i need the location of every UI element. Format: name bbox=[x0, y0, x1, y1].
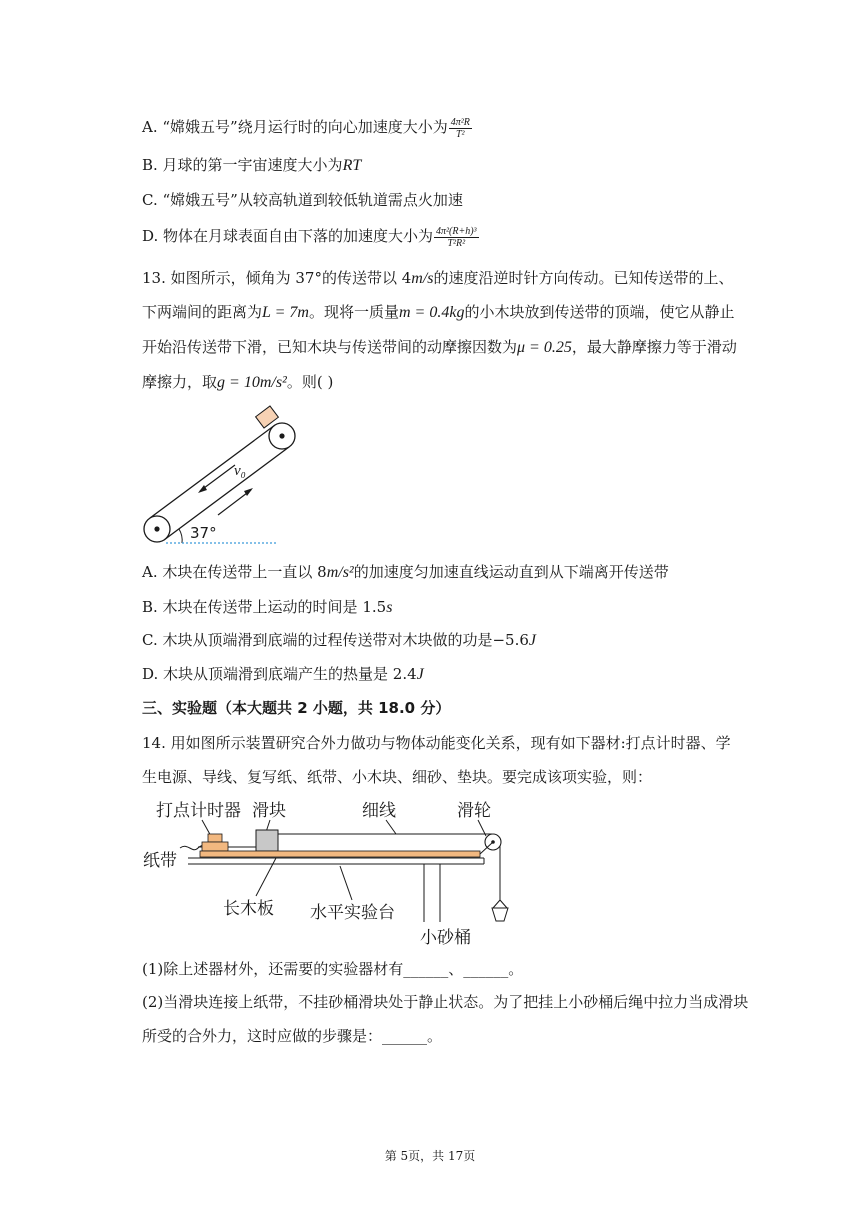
q13-stem-line-3: 开始沿传送带下滑，已知木块与传送带间的动摩擦因数为μ = 0.25，最大静摩擦力等于滑动 bbox=[142, 338, 737, 356]
label-slider: 滑块 bbox=[252, 801, 286, 821]
q14-stem-line-1: 14. 用如图所示装置研究合外力做功与物体动能变化关系，现有如下器材:打点计时器、学 bbox=[142, 734, 731, 752]
experiment-apparatus-figure bbox=[140, 796, 520, 948]
q13-stem-line-2: 下两端间的距离为L = 7m。现将一质量m = 0.4kg的小木块放到传送带的顶端，使它从静止 bbox=[142, 303, 735, 321]
leader-table bbox=[340, 866, 352, 900]
q12-option-a-fraction: $\frac{\text{4π²R}}{\text{T²}}$ bbox=[450, 116, 470, 140]
q13-stem-line-1: 13. 如图所示，倾角为 37°的传送带以 4m/s的速度沿逆时针方向传动。已知传送带的上、 bbox=[142, 269, 734, 287]
label-pulley: 滑轮 bbox=[457, 801, 491, 821]
q14-part-2-line-1: (2)当滑块连接上纸带，不挂砂桶滑块处于静止状态。为了把挂上小砂桶后绳中拉力当成滑块 bbox=[142, 993, 749, 1011]
velocity-label: v₀ bbox=[234, 463, 246, 479]
q13-option-c: C. 木块从顶端滑到底端的过程传送带对木块做的功是−5.6J bbox=[142, 631, 537, 649]
q14-part-2-line-2: 所受的合外力，这时应做的步骤是：______。 bbox=[142, 1027, 443, 1045]
angle-arc bbox=[179, 529, 182, 543]
q12-option-c: C. “嫦娥五号”从较高轨道到较低轨道需点火加速 bbox=[142, 191, 463, 209]
q13-option-b: B. 木块在传送带上运动的时间是 1.5s bbox=[142, 598, 393, 616]
q13-stem-line-4: 摩擦力，取g = 10m/s²。则( ) bbox=[142, 373, 334, 391]
q12-option-a bbox=[142, 116, 472, 140]
bucket-handle-left bbox=[493, 900, 500, 908]
label-bucket: 小砂桶 bbox=[420, 928, 471, 948]
sand-bucket bbox=[492, 908, 508, 921]
label-string: 细线 bbox=[362, 801, 396, 821]
q12-option-b: B. 月球的第一宇宙速度大小为RT bbox=[142, 156, 362, 174]
q12-option-a-text: A. “嫦娥五号”绕月运行时的向心加速度大小为 bbox=[142, 118, 448, 136]
long-board bbox=[200, 851, 480, 857]
dot-timer-base bbox=[202, 842, 228, 851]
q12-option-b-math: RT bbox=[342, 157, 362, 174]
q14-stem-line-2: 生电源、导线、复写纸、纸带、小木块、细砂、垫块。要完成该项实验，则： bbox=[142, 768, 653, 786]
label-board: 长木板 bbox=[223, 899, 274, 919]
leader-string bbox=[386, 820, 396, 834]
q12-option-d: D. 物体在月球表面自由下落的加速度大小为 $\frac{\text{4π²(R+h)³}}{\text{T²R²}}$ bbox=[142, 225, 477, 249]
dot-timer-top bbox=[208, 834, 222, 842]
section-heading: 三、实验题（本大题共 2 小题，共 18.0 分） bbox=[142, 699, 451, 717]
bottom-roller-axle bbox=[154, 526, 159, 531]
bucket-handle-right bbox=[500, 900, 507, 908]
q13-option-d: D. 木块从顶端滑到底端产生的热量是 2.4J bbox=[142, 665, 424, 683]
label-tape: 纸带 bbox=[143, 851, 177, 871]
q14-part-1: (1)除上述器材外，还需要的实验器材有______、______。 bbox=[142, 960, 524, 978]
label-table: 水平实验台 bbox=[310, 903, 395, 923]
label-timer: 打点计时器 bbox=[156, 801, 241, 821]
q12-option-d-fraction: $\frac{\text{4π²(R+h)³}}{\text{T²R²}}$ bbox=[436, 225, 477, 249]
angle-label: 37° bbox=[190, 524, 217, 542]
slider-block bbox=[256, 830, 278, 851]
conveyor-belt-figure bbox=[140, 405, 310, 547]
page-footer: 第 5页，共 17页 bbox=[384, 1149, 476, 1163]
q13-option-a: A. 木块在传送带上一直以 8m/s²的加速度匀加速直线运动直到从下端离开传送带 bbox=[142, 563, 669, 581]
top-roller-axle bbox=[279, 433, 284, 438]
